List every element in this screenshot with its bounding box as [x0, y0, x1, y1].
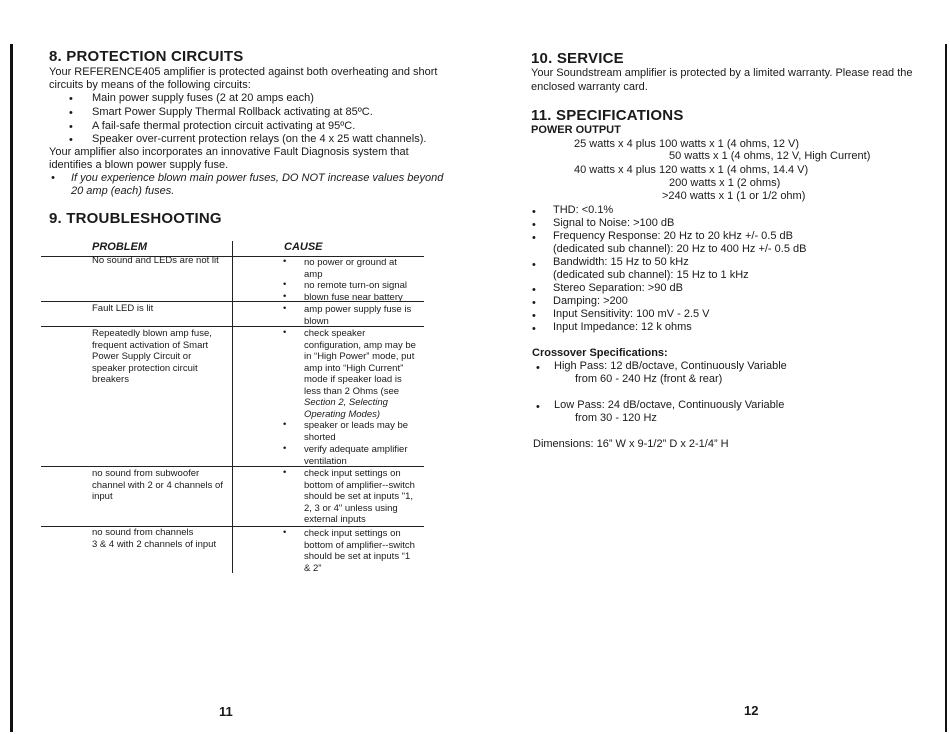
cause-item: check speaker configuration, amp may be in “High Power” mode, put amp into “High Current” mode if speaker load is less than 2 Ohms (see Section 2, Selecting Operating Modes) — [304, 328, 416, 420]
bullet-icon: • — [536, 362, 540, 374]
protection-bullet-4: Speaker over-current protection relays (on the 4 x 25 watt channels). — [92, 133, 427, 145]
protection-heading: 8. PROTECTION CIRCUITS — [49, 48, 244, 65]
cause-item: blown fuse near battery — [304, 292, 403, 303]
spec-bandwidth: Bandwidth: 15 Hz to 50 kHz — [553, 256, 689, 268]
bullet-icon: • — [69, 93, 73, 105]
protection-bullet-2: Smart Power Supply Thermal Rollback activating at 85ºC. — [92, 106, 373, 118]
power-line-2: 50 watts x 1 (4 ohms, 12 V, High Current) — [669, 150, 871, 162]
power-output-label: POWER OUTPUT — [531, 124, 621, 136]
power-line-5: >240 watts x 1 (1 or 1/2 ohm) — [662, 190, 806, 202]
table-row — [92, 255, 219, 267]
problem-text: No sound and LEDs are not lit — [92, 255, 219, 266]
crossover-heading: Crossover Specifications: — [532, 347, 668, 359]
bullet-icon: • — [532, 206, 536, 218]
spec-bandwidth-sub: (dedicated sub channel): 15 Hz to 1 kHz — [553, 269, 749, 281]
bullet-icon: • — [532, 323, 536, 335]
service-text-line-1: Your Soundstream amplifier is protected by a limited warranty. Please read the — [531, 67, 913, 79]
bullet-icon: • — [69, 107, 73, 119]
column-header-cause: CAUSE — [284, 241, 323, 253]
cause-bullet-icon: • — [283, 419, 287, 430]
bullet-icon: • — [532, 232, 536, 244]
bullet-icon: • — [532, 310, 536, 322]
power-line-4: 200 watts x 1 (2 ohms) — [669, 177, 781, 189]
table-row: Repeatedly blown amp fuse, frequent activation of Smart Power Supply Circuit or speaker protection circuit breakers — [92, 328, 212, 385]
spec-damping: Damping: >200 — [553, 295, 628, 307]
warning-line-2: 20 amp (each) fuses. — [71, 185, 175, 197]
protection-intro-line-1: Your REFERENCE405 amplifier is protected against both overheating and short — [49, 66, 438, 78]
spec-input-impedance: Input Impedance: 12 k ohms — [553, 321, 692, 333]
spec-thd: THD: <0.1% — [553, 204, 614, 216]
page-number-right: 12 — [744, 703, 759, 718]
page-number-left: 11 — [219, 704, 233, 719]
cause-item: check input settings on bottom of amplifier--switch should be set at inputs "1, 2, 3 or 4" unless using external inputs — [304, 468, 415, 525]
service-text-line-2: enclosed warranty card. — [531, 81, 648, 93]
bullet-icon: • — [532, 297, 536, 309]
specifications-heading: 11. SPECIFICATIONS — [531, 107, 684, 124]
cause-bullet-icon: • — [283, 256, 287, 267]
warning-line-1: If you experience blown main power fuses, DO NOT increase values beyond — [71, 172, 444, 184]
cause-item: verify adequate amplifier ventilation — [304, 444, 408, 467]
cause-bullet-icon: • — [283, 303, 287, 314]
cause-item: amp power supply fuse is blown — [304, 304, 412, 327]
spec-frequency-response-sub: (dedicated sub channel): 20 Hz to 400 Hz +/- 0.5 dB — [553, 243, 807, 255]
crossover-low-pass-range: from 30 - 120 Hz — [575, 412, 657, 424]
service-heading: 10. SERVICE — [531, 50, 624, 67]
protection-intro-line-2: circuits by means of the following circuits: — [49, 79, 251, 91]
bullet-icon: • — [69, 134, 73, 146]
cause-bullet-icon: • — [283, 527, 287, 538]
spec-frequency-response: Frequency Response: 20 Hz to 20 kHz +/- 0.5 dB — [553, 230, 793, 242]
protection-bullet-3: A fail-safe thermal protection circuit activating at 95ºC. — [92, 120, 356, 132]
protection-outro-line-2: identifies a blown power supply fuse. — [49, 159, 229, 171]
crossover-low-pass: Low Pass: 24 dB/octave, Continuously Variable — [554, 399, 785, 411]
table-column-divider — [232, 241, 233, 573]
cause-bullet-icon: • — [283, 467, 287, 478]
spec-signal-noise: Signal to Noise: >100 dB — [553, 217, 675, 229]
right-page — [475, 0, 950, 734]
warning-bullet-icon: • — [51, 172, 55, 184]
cause-bullet-icon: • — [283, 443, 287, 454]
cause-item: speaker or leads may be shorted — [304, 420, 409, 443]
cause-bullet-icon: • — [283, 327, 287, 338]
table-row — [92, 303, 153, 315]
column-header-problem: PROBLEM — [92, 241, 147, 253]
table-row: no sound from channels 3 & 4 with 2 channels of input — [92, 527, 217, 550]
bullet-icon: • — [532, 259, 536, 271]
cause-item: check input settings on bottom of amplifier--switch should be set at inputs “1 & 2” — [304, 528, 415, 574]
spec-input-sensitivity: Input Sensitivity: 100 mV - 2.5 V — [553, 308, 710, 320]
cause-item: no remote turn-on signal — [304, 280, 407, 291]
cause-bullet-icon: • — [283, 291, 287, 302]
spec-stereo-separation: Stereo Separation: >90 dB — [553, 282, 683, 294]
bullet-icon: • — [532, 284, 536, 296]
crossover-high-pass: High Pass: 12 dB/octave, Continuously Variable — [554, 360, 787, 372]
cause-item: no power or ground at amp — [304, 257, 397, 280]
bullet-icon: • — [69, 121, 73, 133]
troubleshooting-heading: 9. TROUBLESHOOTING — [49, 210, 222, 227]
power-line-3: 40 watts x 4 plus 120 watts x 1 (4 ohms, 14.4 V) — [574, 164, 809, 176]
protection-bullet-1: Main power supply fuses (2 at 20 amps each) — [92, 92, 314, 104]
problem-text: Fault LED is lit — [92, 303, 154, 314]
dimensions: Dimensions: 16” W x 9-1/2” D x 2-1/4” H — [533, 438, 729, 450]
table-row: no sound from subwoofer channel with 2 or 4 channels of input — [92, 468, 223, 502]
crossover-high-pass-range: from 60 - 240 Hz (front & rear) — [575, 373, 723, 385]
power-line-1: 25 watts x 4 plus 100 watts x 1 (4 ohms, 12 V) — [574, 138, 799, 150]
bullet-icon: • — [536, 401, 540, 413]
bullet-icon: • — [532, 219, 536, 231]
protection-outro-line-1: Your amplifier also incorporates an innovative Fault Diagnosis system that — [49, 146, 409, 158]
cause-bullet-icon: • — [283, 279, 287, 290]
